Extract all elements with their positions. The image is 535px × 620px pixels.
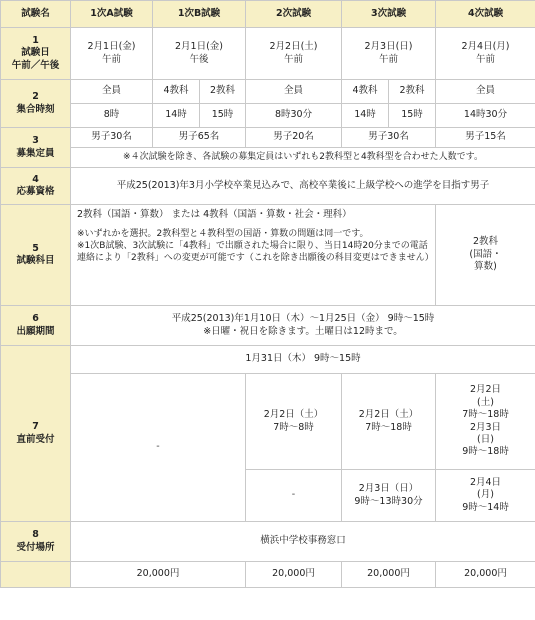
row-label-capacity: 3 募集定員 xyxy=(1,128,71,168)
row-label-gather-time: 2 集合時刻 xyxy=(1,80,71,128)
fee-1: 20,000円 xyxy=(71,562,246,588)
capacity-row xyxy=(1,128,535,148)
eligibility-text: 平成25(2013)年3月小学校卒業見込みで、高校卒業後に上級学校への進学を目指す男子 xyxy=(71,168,535,205)
gather-3-4k-time: 14時 xyxy=(342,104,389,128)
gather-3-2k-group: 2教科 xyxy=(389,80,436,104)
header-4: 4次試験 xyxy=(436,1,535,28)
application-period-dates: 平成25(2013)年1月10日（木）～1月25日（金） 9時～15時 xyxy=(171,313,435,325)
fee-2: 20,000円 xyxy=(246,562,342,588)
gather-1a-group: 全員 xyxy=(71,80,153,104)
capacity-1a: 男子30名 xyxy=(71,128,153,148)
pre-reception-2-none: - xyxy=(246,470,342,522)
pre-reception-3-feb3: 2月3日（日） 9時～13時30分 xyxy=(342,470,436,522)
capacity-2: 男子20名 xyxy=(246,128,342,148)
pre-reception-jan31: 1月31日（木） 9時～15時 xyxy=(71,346,535,374)
gather-2-time: 8時30分 xyxy=(246,104,342,128)
pre-reception-row-mid xyxy=(1,374,535,442)
subjects-row xyxy=(1,205,535,306)
row-label-application-period: 6 出願期間 xyxy=(1,306,71,346)
application-period-note: ※日曜・祝日を除きます。土曜日は12時まで。 xyxy=(203,325,403,337)
application-period xyxy=(71,306,535,346)
pre-reception-4-feb2-3: 2月2日 (土) 7時～18時 2月3日 (日) 9時～18時 xyxy=(436,374,535,470)
pre-reception-2: 2月2日（土） 7時～8時 xyxy=(246,374,342,470)
fee-3: 20,000円 xyxy=(342,562,436,588)
header-2: 2次試験 xyxy=(246,1,342,28)
gather-1b-4k-time: 14時 xyxy=(153,104,200,128)
pre-reception-4-feb4: 2月4日 (月) 9時～14時 xyxy=(436,470,535,522)
gather-2-group: 全員 xyxy=(246,80,342,104)
fee-row xyxy=(1,562,535,588)
gather-1b-4k-group: 4教科 xyxy=(153,80,200,104)
exam-date-4: 2月4日(月) 午前 xyxy=(436,28,535,80)
gather-4-group: 全員 xyxy=(436,80,535,104)
row-label-reception-place: 8 受付場所 xyxy=(1,522,71,562)
gather-3-4k-group: 4教科 xyxy=(342,80,389,104)
header-row xyxy=(1,1,535,28)
exam-date-1a: 2月1日(金) 午前 xyxy=(71,28,153,80)
subjects-note-2: ※1次B試験、3次試験に「4教科」で出願された場合に限り、当日14時20分までの電話連絡により「2教科」への変更が可能です（これを除き出願後の科目変更はできません） xyxy=(77,241,434,263)
subjects-main xyxy=(71,205,436,306)
gather-1b-2k-group: 2教科 xyxy=(200,80,246,104)
row-label-exam-date: 1 試験日 午前／午後 xyxy=(1,28,71,80)
capacity-3: 男子30名 xyxy=(342,128,436,148)
row-label-pre-reception: 7 直前受付 xyxy=(1,346,71,522)
capacity-4: 男子15名 xyxy=(436,128,535,148)
pre-reception-3-feb2: 2月2日（土） 7時～18時 xyxy=(342,374,436,470)
gather-1b-2k-time: 15時 xyxy=(200,104,246,128)
gather-4-time: 14時30分 xyxy=(436,104,535,128)
capacity-note: ※４次試験を除き、各試験の募集定員はいずれも2教科型と4教科型を合わせた人数です。 xyxy=(71,148,535,168)
reception-place-row xyxy=(1,522,535,562)
reception-place: 横浜中学校事務窓口 xyxy=(71,522,535,562)
header-1a: 1次A試験 xyxy=(71,1,153,28)
gather-1a-time: 8時 xyxy=(71,104,153,128)
capacity-note-row xyxy=(1,148,535,168)
fee-4: 20,000円 xyxy=(436,562,535,588)
subjects-choice: 2教科（国語・算数） または 4教科（国語・算数・社会・理科） xyxy=(77,209,352,220)
header-3: 3次試験 xyxy=(342,1,436,28)
header-exam-name: 試験名 xyxy=(1,1,71,28)
gather-3-2k-time: 15時 xyxy=(389,104,436,128)
header-1b: 1次B試験 xyxy=(153,1,246,28)
exam-date-3: 2月3日(日) 午前 xyxy=(342,28,436,80)
row-label-fee xyxy=(1,562,71,588)
subjects-4th: 2教科 (国語・ 算数) xyxy=(436,205,535,306)
gather-time-row-bottom xyxy=(1,104,535,128)
eligibility-row xyxy=(1,168,535,205)
exam-date-row xyxy=(1,28,535,80)
pre-reception-1-none: - xyxy=(71,374,246,522)
gather-time-row-top xyxy=(1,80,535,104)
exam-date-2: 2月2日(土) 午前 xyxy=(246,28,342,80)
capacity-1b: 男子65名 xyxy=(153,128,246,148)
application-period-row xyxy=(1,306,535,346)
exam-date-1b: 2月1日(金) 午後 xyxy=(153,28,246,80)
pre-reception-row-top xyxy=(1,346,535,374)
row-label-subjects: 5 試験科目 xyxy=(1,205,71,306)
subjects-note-1: ※いずれかを選択。2教科型と４教科型の国語・算数の問題は同一です。 xyxy=(77,229,369,240)
row-label-eligibility: 4 応募資格 xyxy=(1,168,71,205)
